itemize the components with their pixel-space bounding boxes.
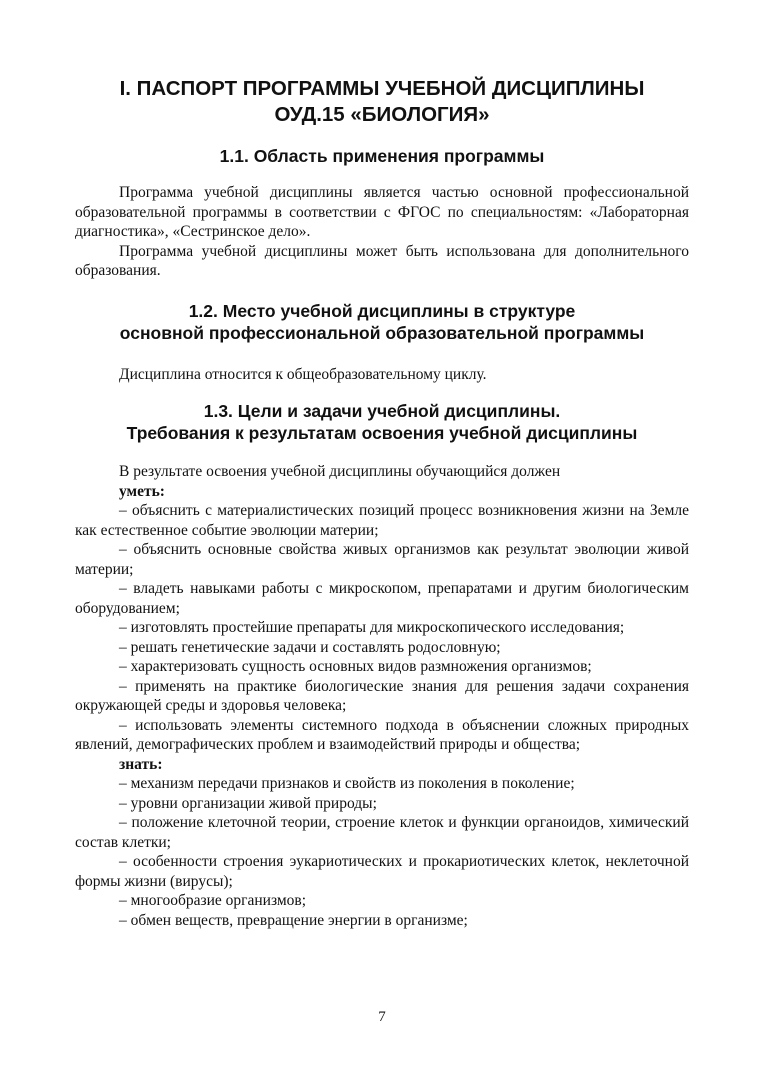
list-item: – положение клеточной теории, строение клеток и функции органоидов, химический состав клетки; xyxy=(75,814,689,851)
list-item: – изготовлять простейшие препараты для микроскопического исследования; xyxy=(119,619,625,636)
paragraph: Программа учебной дисциплины может быть использована для дополнительного образования. xyxy=(75,242,689,279)
section-heading-1-3-line1: 1.3. Цели и задачи учебной дисциплины. xyxy=(203,401,561,421)
section-1-2-body xyxy=(75,365,689,385)
list-item: – механизм передачи признаков и свойств из поколения в поколение; xyxy=(119,775,575,792)
section-heading-1-3-line2: Требования к результатам освоения учебной дисциплины xyxy=(126,423,638,443)
section-heading-1-2 xyxy=(0,300,764,344)
section-1-3-body xyxy=(75,462,689,930)
list-item: – владеть навыками работы с микроскопом, препаратами и другим биологическим оборудованием; xyxy=(75,580,689,617)
list-item: – объяснить основные свойства живых организмов как результат эволюции живой материи; xyxy=(75,541,689,578)
page-number: 7 xyxy=(378,1009,386,1025)
paragraph: Дисциплина относится к общеобразовательному циклу. xyxy=(119,366,487,383)
list-item: – применять на практике биологические знания для решения задачи сохранения окружающей среды и здоровья человека; xyxy=(75,677,689,714)
section-heading-1-3 xyxy=(0,400,764,444)
list-item: – уровни организации живой природы; xyxy=(119,794,377,812)
section-1-1-body xyxy=(75,183,689,281)
list-item: – решать генетические задачи и составлять родословную; xyxy=(119,638,501,656)
knowledge-label: знать: xyxy=(119,755,163,773)
main-title-line1: I. ПАСПОРТ ПРОГРАММЫ УЧЕБНОЙ ДИСЦИПЛИНЫ xyxy=(119,77,645,100)
list-item: – обмен веществ, превращение энергии в организме; xyxy=(119,911,468,929)
paragraph-intro: В результате освоения учебной дисциплины обучающийся должен xyxy=(119,463,561,480)
list-item: – использовать элементы системного подхода в объяснении сложных природных явлений, демографических проблем и взаимодействий природы и общества; xyxy=(75,716,689,753)
section-heading-1-2-line2: основной профессиональной образовательной программы xyxy=(119,323,645,343)
section-heading-1-2-line1: 1.2. Место учебной дисциплины в структуре xyxy=(188,301,576,321)
list-item: – характеризовать сущность основных видов размножения организмов; xyxy=(119,658,592,675)
list-item: – многообразие организмов; xyxy=(119,892,307,909)
section-heading-1-1: 1.1. Область применения программы xyxy=(219,146,545,166)
list-item: – особенности строения эукариотических и прокариотических клеток, неклеточной формы жизни (вирусы); xyxy=(75,853,689,890)
main-title xyxy=(0,76,764,128)
skills-label: уметь: xyxy=(119,482,165,500)
paragraph: Программа учебной дисциплины является частью основной профессиональной образовательной программы в соответствии с ФГОС по специальностям: «Лабораторная диагностика», «Сестринское дело». xyxy=(75,184,689,240)
main-title-line2: ОУД.15 «БИОЛОГИЯ» xyxy=(274,103,490,126)
list-item: – объяснить с материалистических позиций процесс возникновения жизни на Земле как естественное событие эволюции материи; xyxy=(75,502,689,539)
